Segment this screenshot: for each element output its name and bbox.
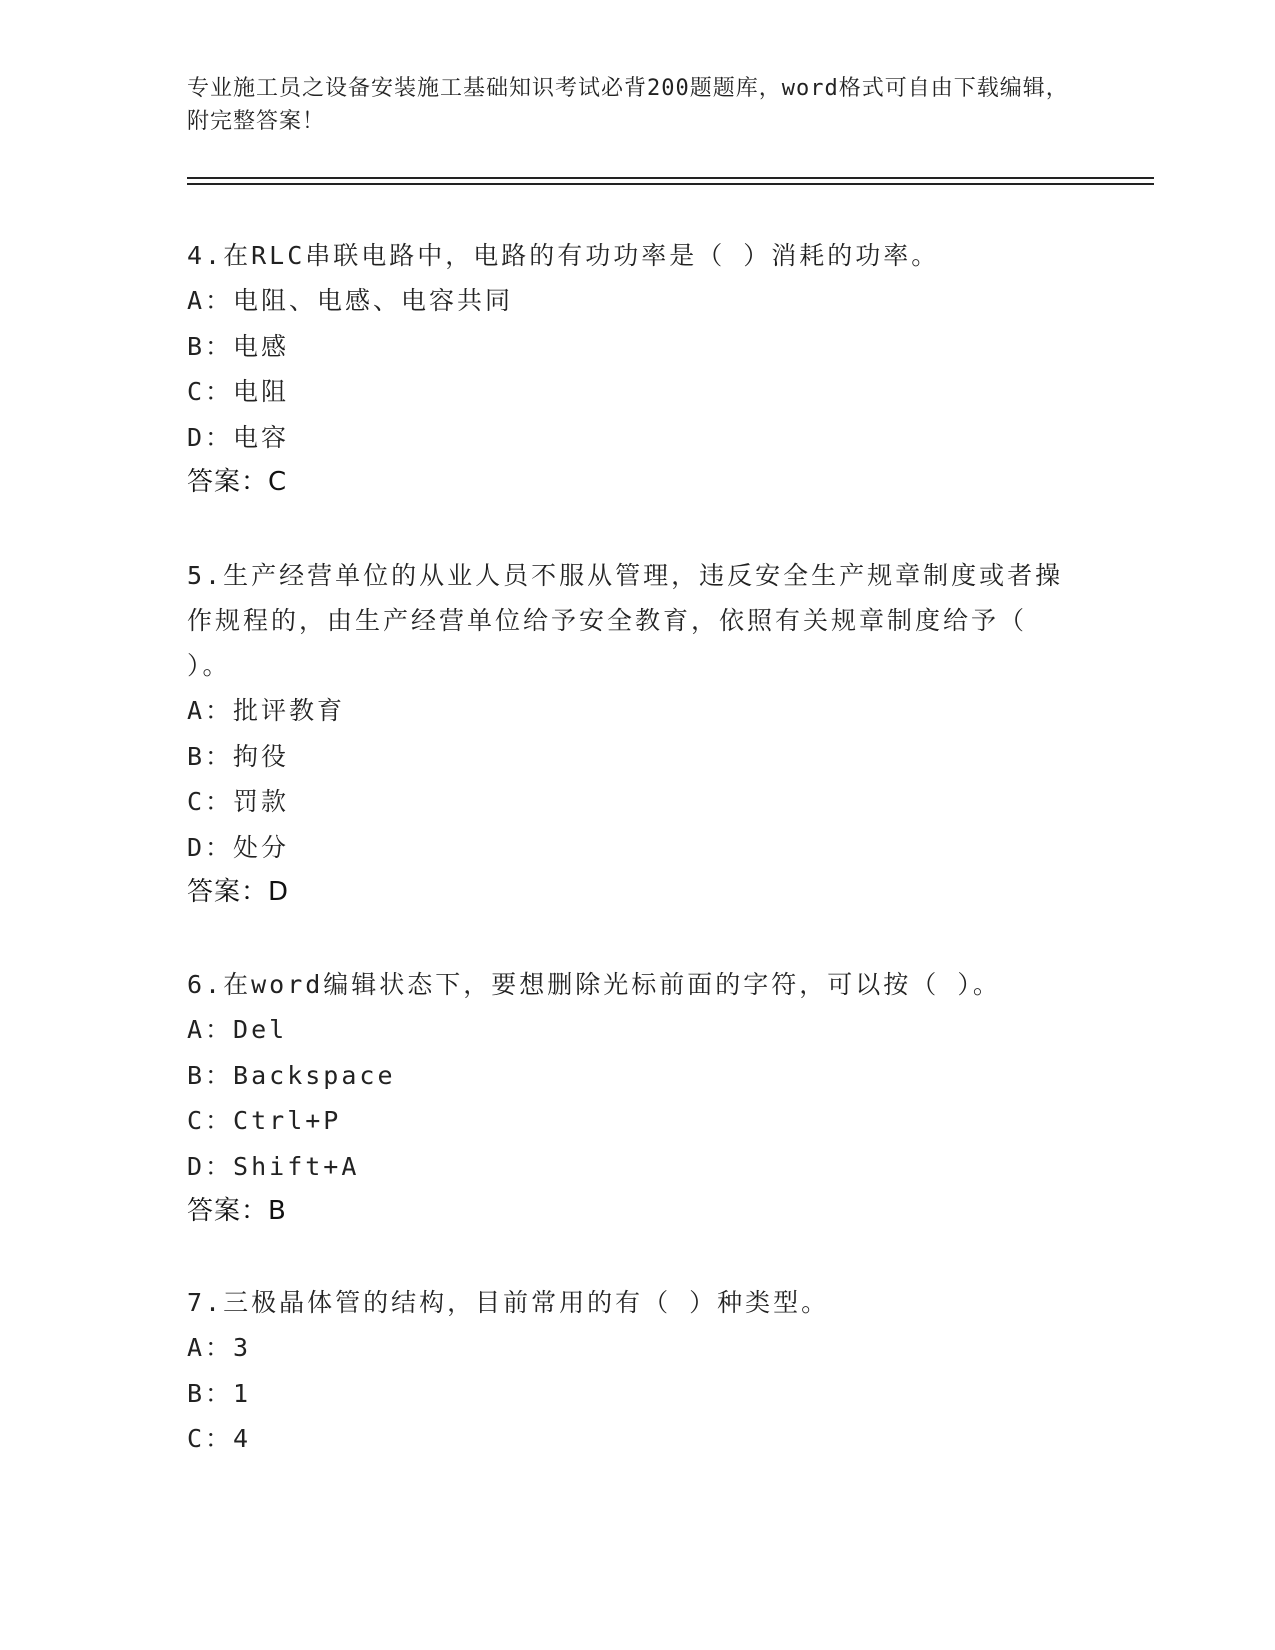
answer-line: 答案：D xyxy=(187,877,290,907)
option-b: B：Backspace xyxy=(187,1060,396,1090)
question-stem: 7.三极晶体管的结构，目前常用的有（ ）种类型。 xyxy=(187,1288,830,1317)
option-c: C：罚款 xyxy=(187,787,290,816)
option-d: D：处分 xyxy=(187,832,290,862)
option-d: D：Shift+A xyxy=(187,1151,360,1181)
answer-line: 答案：B xyxy=(187,1196,287,1226)
question-stem: 6.在word编辑状态下，要想删除光标前面的字符，可以按（ ）。 xyxy=(187,970,1001,999)
question-7 xyxy=(187,1280,1087,1462)
option-b: B：电感 xyxy=(187,331,290,361)
option-a: A：Del xyxy=(187,1015,288,1044)
question-6 xyxy=(187,962,1087,1233)
option-a: A：批评教育 xyxy=(187,696,346,725)
question-4 xyxy=(187,233,1087,504)
answer-line: 答案：C xyxy=(187,467,288,497)
question-stem: 5.生产经营单位的从业人员不服从管理，违反安全生产规章制度或者操作规程的，由生产经营单位给予安全教育，依照有关规章制度给予（ ）。 xyxy=(187,561,1064,680)
option-b: B：1 xyxy=(187,1378,252,1408)
option-a: A：电阻、电感、电容共同 xyxy=(187,286,514,315)
header-divider-bottom xyxy=(187,183,1154,185)
option-c: C：4 xyxy=(187,1424,252,1453)
option-c: C：电阻 xyxy=(187,377,290,406)
option-a: A：3 xyxy=(187,1333,252,1362)
option-c: C：Ctrl+P xyxy=(187,1106,342,1135)
question-stem: 4.在RLC串联电路中，电路的有功功率是（ ）消耗的功率。 xyxy=(187,241,940,270)
option-d: D：电容 xyxy=(187,422,290,452)
option-b: B：拘役 xyxy=(187,741,290,771)
header-divider-top xyxy=(187,177,1154,179)
question-5 xyxy=(187,553,1087,914)
document-title: 专业施工员之设备安装施工基础知识考试必背200题题库，word格式可自由下载编辑，附完整答案！ xyxy=(187,76,1069,134)
